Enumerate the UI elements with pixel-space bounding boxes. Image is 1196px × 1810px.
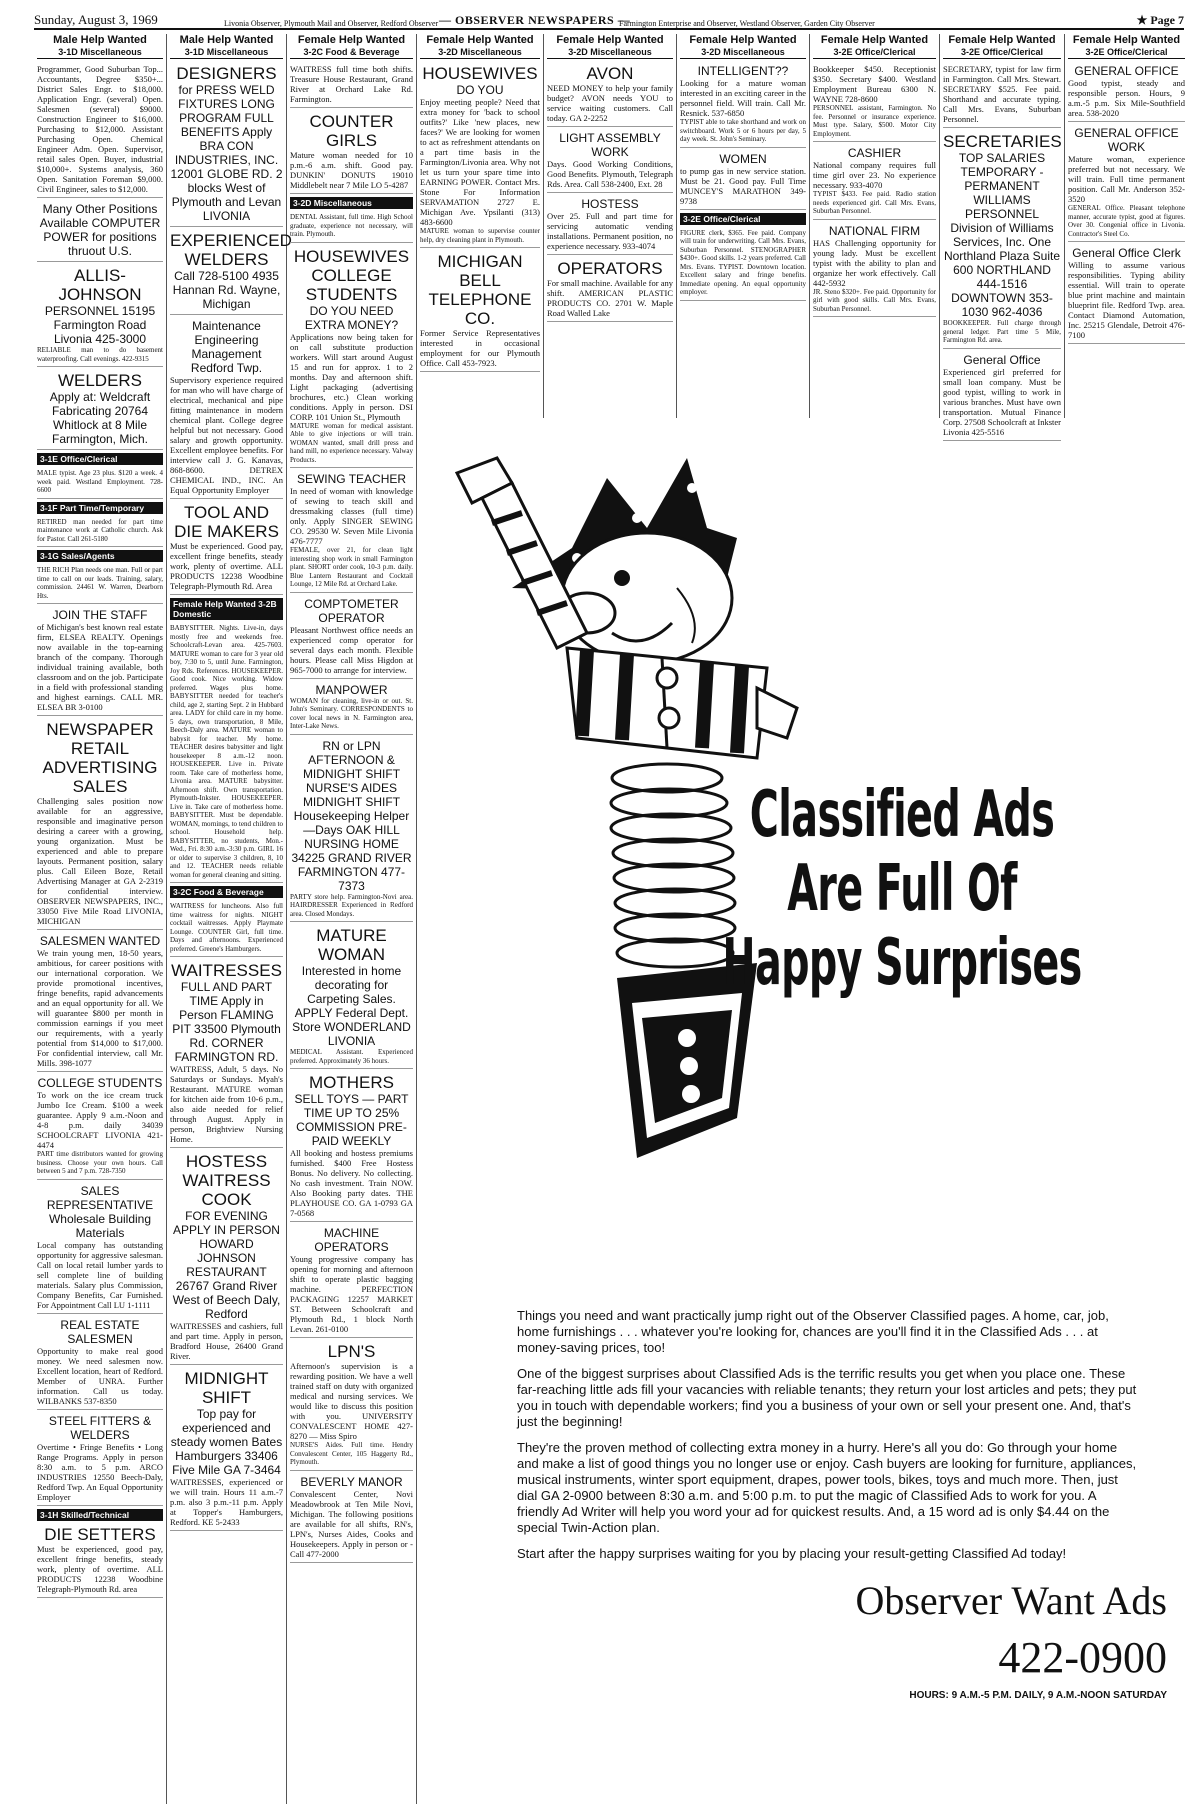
column-header xyxy=(170,34,283,59)
ad-mid: RN or LPN AFTERNOON & MIDNIGHT SHIFT NURSE'S AIDES MIDNIGHT SHIFT Housekeeping Helper—Days OAK HILL NURSING HOME 34225 GRAND RIVER FARMINGTON 477-7373 xyxy=(291,738,412,893)
classified-ad xyxy=(170,1150,283,1365)
want-ads-signature xyxy=(747,1578,1167,1701)
want-ads-title: Observer Want Ads xyxy=(855,1578,1167,1623)
column-subtitle: 3-2D Miscellaneous xyxy=(438,47,522,57)
want-ads-hours: HOURS: 9 A.M.-5 P.M. DAILY, 9 A.M.-NOON SATURDAY xyxy=(909,1690,1167,1701)
classified-ad xyxy=(37,516,163,548)
column-header xyxy=(680,34,806,59)
ad-big: HOSTESS WAITRESS COOK xyxy=(182,1152,271,1209)
ad-big: COUNTER GIRLS xyxy=(309,112,394,150)
ad-big: HOUSEWIVES xyxy=(422,64,538,83)
column-subtitle: 3-2E Office/Clerical xyxy=(1085,47,1168,57)
ad-body: Overtime • Fringe Benefits • Long Range Programs. Apply in person 8:30 a.m. to 5 p.m. ARCO INDUSTRIES 12550 Beech-Daly, Redford Twp. An Equal Opportunity Employer xyxy=(37,1441,163,1502)
classified-ad xyxy=(1068,124,1185,242)
ad-small: NURSE'S Aides. Full time. Hendry Convalescent Center, 105 Haggerty Rd., Plymouth. xyxy=(290,1441,413,1466)
classified-ad xyxy=(680,227,806,301)
ad-mid: Many Other Positions Available COMPUTER POWER for positions thruout U.S. xyxy=(39,202,161,258)
ad-body: HAS Challenging opportunity for young lady. Must be excellent typist with the ability to plan and organize her work effectively. Call 442-5932 xyxy=(813,237,936,288)
ad-body: National company requires full time girl over 23. No experience necessary. 933-4070 xyxy=(813,160,936,190)
papers-right: Farmington Enterprise and Observer, Westland Observer, Garden City Observer xyxy=(619,19,875,28)
classified-ad xyxy=(290,1473,413,1563)
copy-paragraph: Start after the happy surprises waiting for you by placing your result-getting Classified Ad today! xyxy=(517,1546,1067,1561)
classified-ad xyxy=(37,932,163,1072)
ad-mid: FULL AND PART TIME Apply in Person FLAMING PIT 33500 Plymouth Rd. CORNER FARMINGTON RD. xyxy=(172,980,281,1064)
classified-ad xyxy=(290,110,413,194)
section-header: 3-1F Part Time/Temporary xyxy=(37,502,163,514)
ad-body: Over 25. Full and part time for servicing automatic vending installations. Permanent position, no experience necessary. 933-4074 xyxy=(547,211,673,251)
ad-mid: FOR EVENING APPLY IN PERSON HOWARD JOHNSON RESTAURANT 26767 Grand River West of Beech Daly, Redford xyxy=(172,1209,281,1321)
column-subtitle: 3-2E Office/Clerical xyxy=(833,47,916,57)
ad-body: Bookkeeper $450. Receptionist $350. Secretary $400. Westland Employment Bureau 6300 N. WAYNE 728-8600 xyxy=(813,64,936,104)
ad-mid: JOIN THE STAFF xyxy=(52,608,148,622)
ad-body: WAITRESS, Adult, 5 days. No Saturdays or Sundays. Myah's Restaurant. MATURE woman for kitchen aide from 10-6 p.m., also aide needed for relief through August. Apply in person, Brightview Nursing Home. xyxy=(170,1064,283,1144)
ad-body: WAITRESS full time both shifts. Treasure House Restaurant, Grand River at Orchard Lake Rd. Farmington. xyxy=(290,64,413,104)
ad-body: For small machine. Available for any shift. AMERICAN PLASTIC PRODUCTS CO. 2701 W. Maple Road Walled Lake xyxy=(547,278,673,318)
classified-ad xyxy=(290,1071,413,1222)
ad-mid: REAL ESTATE SALESMEN xyxy=(60,1317,140,1346)
ad-small: MALE typist. Age 23 plus. $120 a week. 4 week paid. Westland Employment. 728-6600 xyxy=(37,469,163,494)
classified-ad xyxy=(290,245,413,469)
column-subtitle: 3-2C Food & Beverage xyxy=(303,47,400,57)
ad-mid: COMPTOMETER OPERATOR xyxy=(304,596,399,625)
classified-ad xyxy=(290,681,413,735)
ad-small: PARTY store help. Farmington-Novi area. HAIRDRESSER Experienced in Redford area. Closed Mondays. xyxy=(290,892,413,918)
ad-body: Willing to assume various responsibilities. Typing ability essential. Will train to operate blue print machine and maintain blueprint file. Redford Twp. area. Contact Diamond Automation, Inc. 25215 Glendale, Detroit 476-7100 xyxy=(1068,260,1185,340)
ad-mid: MANPOWER xyxy=(315,682,388,697)
classified-ad xyxy=(37,1412,163,1506)
ad-small: BABYSITTER. Nights. Live-in, days mostly free and weekends free. Schoolcraft-Levan area. 425-7603. MATURE woman to care for 3 year old boy, 7:30 to 5, until June. Farmington, Joy Rds. References. HOUSEKEEPER. Good cook. Nice working. Widow preferred. Wages plus home. BABYSITTER needed for teacher's child, age 2, starting Sept. 2 in Hubbard area. LADY for child care in my home. 5 days, own transportation, 8 Mile, Beech-Daly area. MATURE woman to babysit for teacher. My home. TEACHER desires babysitter and light housekeeper 8 a.m.-12 noon. HOUSEKEEPER. Live in. Private room. Take care of motherless home, Livonia area. MATURE babysitter. Afternoon shift. Own transportation. Plymouth-Inkster. HOUSEKEEPER. Live in. Take care of motherless home. BABYSITTER. Must be dependable. WOMAN, mornings, to tend children to school. Household help. BABYSITTER, no students, Mon.-Wed., Fri. 8:30 a.m.-3:30 p.m. GIRL 16 or older to supervise 3 children, 8, 10 and 12. TEACHER needs reliable woman for general cleaning and sitting. xyxy=(170,624,283,879)
classified-ad xyxy=(37,1316,163,1410)
ad-body: Must be experienced, good pay, excellent fringe benefits, steady work, plenty of overtime. ALL PRODUCTS 12238 Woodbine Telegraph-Plymouth Rd. area xyxy=(37,1543,163,1594)
ad-body: Enjoy meeting people? Need that extra money for 'back to school outfits?' Like 'new places, new faces?' We are looking for women to act as refreshment attendants on a part time basis in the Farmington/Livonia area. Why not let us turn your spare time into EARNING POWER. Contact Mrs. Stone For Information SERVAMATION 2727 E. Michigan Ave. Ypsilanti (313) 483-6600 xyxy=(420,97,540,227)
ad-mid: COLLEGE STUDENTS xyxy=(37,1076,163,1090)
papers-left: Livonia Observer, Plymouth Mail and Observer, Redford Observer xyxy=(224,19,439,28)
classified-ad xyxy=(420,62,540,248)
column-title: Female Help Wanted xyxy=(1072,34,1181,46)
classified-ad xyxy=(680,62,806,148)
ad-body: Afternoon's supervision is a rewarding position. We have a well trained staff on duty with organized medical and nursing services. We would like to discuss this position with you. UNIVERSITY CONVALESCENT HOME 427-8270 — Miss Spiro xyxy=(290,1361,413,1441)
column-title: Female Help Wanted xyxy=(948,34,1056,46)
display-ad-headline: Classified Ads Are Full Of Happy Surprises xyxy=(722,778,1082,1000)
classified-ad xyxy=(547,257,673,322)
ad-body: Must be experienced. Good pay, excellent fringe benefits, steady work, plenty of overtime. ALL PRODUCTS 12238 Woodbine Telegraph-Plymouth Rd. Area xyxy=(170,541,283,591)
classified-ad xyxy=(813,144,936,220)
section-header: 3-2D Miscellaneous xyxy=(290,197,413,209)
classified-ad xyxy=(37,1182,163,1314)
column-subtitle: 3-1D Miscellaneous xyxy=(58,47,142,57)
ad-mid: SEWING TEACHER xyxy=(296,472,407,486)
ad-mid: TOP SALARIES TEMPORARY - PERMANENT WILLIAMS PERSONNEL Division of Williams Services, Inc. One Northland Plaza Suite 600 NORTHLAND 444-1516 DOWNTOWN 353-1030 962-4036 xyxy=(943,151,1061,319)
ad-small: WAITRESS for luncheons. Also full time waitress for nights. NIGHT cocktail waitresses. Apply Playmate Lounge. COUNTER Girl, full time. Days and afternoons. Experienced preferred. Greene's Hamburgers. xyxy=(170,902,283,953)
ad-mid: BEVERLY MANOR xyxy=(300,1474,403,1489)
ad-body: Supervisory experience required for man who will have charge of electrical, mechanical and pipe fitting maintenance in modern chemical plant. College degree helpful but not necessary. Good salary and growth opportunity. Excellent employee benefits. For interview call J. G. Kanavas, 868-8600. DETREX CHEMICAL IND., INC. An Equal Opportunity Employer xyxy=(170,375,283,495)
column-title: Female Help Wanted xyxy=(689,34,797,46)
classified-column xyxy=(677,34,810,418)
ad-mid: SELL TOYS — PART TIME UP TO 25% COMMISSION PRE-PAID WEEKLY xyxy=(294,1092,409,1148)
classified-ad xyxy=(1068,244,1185,344)
classified-ad xyxy=(170,317,283,499)
ad-small: THE RICH Plan needs one man. Full or part time to call on our leads. Training, salary, commission. 24461 W. Warren, Dearborn Hts. xyxy=(37,566,163,600)
ad-small: WOMAN for cleaning, live-in or out. St. John's Seminary. CORRESPONDENTS to cover local news in N. Farmington area, Inter-Lake News. xyxy=(290,696,413,730)
classified-ad xyxy=(37,467,163,499)
ad-body: Convalescent Center, Novi Meadowbrook at Ten Mile Novi, Michigan. The following positions are available for all shifts, RN's, LPN's, Nurses Aides, Cooks and Housekeepers. Apply in person or -Call 477-2000 xyxy=(290,1488,413,1559)
ad-small: MATURE woman for medical assistant. Able to give injections or will train. WOMAN wanted, small drill press and hand mill, no experience necessary. Valway Products. xyxy=(290,421,413,464)
ad-small: BOOKKEEPER. Full charge through general ledger. Part time 5 Mile, Farmington Rd. area. xyxy=(943,319,1061,344)
jester-body xyxy=(567,648,797,758)
copy-paragraph: They're the proven method of collecting extra money in a hurry. Here's all you do: Go through your home and make a list of good things you no longer use or enjoy. Cash buyers are looking for furniture, appliances, musical instruments, winter sport equipment, drapes, power tools, bikes, toys and much more. Then, just dial GA 2-0900 between 8:30 a.m. and 5:00 p.m. to put the magic of Classified Ads to work for you. A friendly Ad Writer will help you word your ad for quickest results. And, a 15 word ad is only $4.44 on the special Twin-Action plan. xyxy=(517,1440,1137,1535)
ad-body: Good typist, steady and responsible person. Hours, 9 a.m.-5 p.m. Six Mile-Southfield area. 538-2020 xyxy=(1068,78,1185,118)
classified-ad xyxy=(813,62,936,142)
classified-ad xyxy=(290,62,413,108)
classified-column xyxy=(417,34,544,418)
ad-small: TYPIST able to take shorthand and work on switchboard. Work 5 or 6 hours per day, 5 day week. St. John's Seminary. xyxy=(680,118,806,143)
ad-mid: SALES REPRESENTATIVE Wholesale Building Materials xyxy=(46,1183,154,1240)
classified-ad xyxy=(37,564,163,604)
ad-body: Pleasant Northwest office needs an experienced comp operator for several days each month. Flexible hours. Please call Miss Higdon at 965-7000 to arrange for interview. xyxy=(290,624,413,675)
ad-body: WAITRESSES and cashiers, full and part time. Apply in person, Bradford House, 26400 Grand River. xyxy=(170,1321,283,1361)
ad-body: We train young men, 18-50 years, ambitious, for career positions with our international corporation. We provide promotional incentives, fringe benefits, rapid advancements and an equal opportunity for all. We will guarantee $800 per month in commission earnings if you meet our requirements, with a yearly potential from $14,000 to $17,000. For confidential interview, call Mr. Mills. 398-1077 xyxy=(37,948,163,1068)
classified-ad xyxy=(290,924,413,1069)
ad-body: Challenging sales position now available for an aggressive, responsible and imaginative person desiring a career with a growing, young organization. Must be experienced and able to prepare layouts. Permanent position, salary plus. Call Eileen Boze, Retail Advertising Manager at GA 2-2319 for confidential interview. OBSERVER NEWSPAPERS, INC., 33050 Five Mile Road LIVONIA, MICHIGAN xyxy=(37,796,163,926)
ad-big: MICHIGAN BELL TELEPHONE CO. xyxy=(428,252,532,328)
classified-ad xyxy=(290,470,413,593)
ad-big: OPERATORS xyxy=(557,259,663,278)
ad-mid: General Office Clerk xyxy=(1072,246,1181,260)
classified-ad xyxy=(170,900,283,957)
ad-small: MATURE woman to supervise counter help, dry cleaning plant in Plymouth. xyxy=(420,227,540,244)
ad-mid: General Office xyxy=(963,352,1041,367)
ad-big: WAITRESSES xyxy=(171,961,282,980)
ad-mid: LIGHT ASSEMBLY WORK xyxy=(559,131,661,159)
ad-big: DESIGNERS xyxy=(176,64,277,83)
ad-mid: INTELLIGENT?? xyxy=(697,64,789,78)
column-title: Female Help Wanted xyxy=(820,34,929,46)
column-header xyxy=(37,34,163,59)
ad-mid: HOSTESS xyxy=(581,197,639,211)
ad-body: Experienced girl preferred for small loan company. Must be good typist, willing to work in various branches. Must have own transportation. Mutual Finance Corp. 27508 Schoolcraft at Inkster Livonia 425-5516 xyxy=(943,366,1061,437)
ad-small: RELIABLE man to do basement waterproofing. Call evenings. 422-9315 xyxy=(37,346,163,363)
ad-mid: for PRESS WELD FIXTURES LONG PROGRAM FULL BENEFITS Apply BRA CON INDUSTRIES, INC. 12001 GLOBE RD. 2 blocks West of Plymouth and Levan LIVONIA xyxy=(170,83,283,223)
ad-body: of Michigan's best known real estate firm, ELSEA REALTY. Openings now available in the top-earning branch of the company. Thorough individual training available, both classroom and on the job. Participate in a field with professional standing and highest earnings. CALL MR. ELSEA BR 3-0100 xyxy=(37,622,163,712)
ad-big: EXPERIENCED WELDERS xyxy=(170,231,292,269)
classified-ad xyxy=(170,62,283,227)
column-subtitle: 3-1D Miscellaneous xyxy=(184,47,269,57)
ad-big: LPN'S xyxy=(327,1342,376,1361)
classified-ad xyxy=(37,606,163,716)
classified-ad xyxy=(547,129,673,193)
ad-mid: MACHINE OPERATORS xyxy=(314,1226,389,1254)
classified-column xyxy=(544,34,677,418)
ad-body: WAITRESSES, experienced or we will train. Hours 11 a.m.-7 p.m. also 3 p.m.-11 p.m. Apply at Topper's Hamburgers, Redford. KE 5-2433 xyxy=(170,1477,283,1527)
ad-body: Young progressive company has opening for morning and afternoon shift to operate plastic bagging machine. PERFECTION PACKAGING 12257 MARKET ST. Between Schoolcraft and Plymouth Rd., 1 block North Levan. 261-0100 xyxy=(290,1254,413,1334)
ad-small: FEMALE, over 21, for clean light interesting shop work in small Farmington plant. SHORT order cook, 10-3 p.m. daily. Blue Lantern Restaurant and Cocktail Lounge, 12 Mile Rd. at Orchard Lake. xyxy=(290,546,413,588)
ad-mid: GENERAL OFFICE xyxy=(1074,64,1179,78)
ad-mid: Maintenance Engineering Management Redford Twp. xyxy=(190,319,263,375)
classified-column xyxy=(810,34,940,418)
ad-big: AVON xyxy=(586,64,634,83)
copy-paragraph: Things you need and want practically jump right out of the Observer Classified pages. A home, car, job, home furnishings . . . whatever you're looking for, chances are you'll find it in the Classified Ads . . . at money-saving prices, too! xyxy=(517,1308,1109,1355)
classified-ad xyxy=(37,369,163,450)
ad-body: Mature woman, experience preferred but not necessary. We will train. Full time permanent position. Call Mr. Anderson 352-3520 xyxy=(1068,154,1185,204)
spring xyxy=(611,764,735,967)
ad-big: ALLIS-JOHNSON xyxy=(58,266,142,304)
classified-ad xyxy=(170,959,283,1148)
ad-mid: SALESMEN WANTED xyxy=(39,934,161,948)
classified-ad xyxy=(170,622,283,883)
ad-big: HOUSEWIVES COLLEGE STUDENTS xyxy=(293,246,410,304)
column-title: Male Help Wanted xyxy=(53,34,147,46)
classified-column xyxy=(287,34,417,1804)
ad-big: MIDNIGHT SHIFT xyxy=(184,1369,269,1407)
ad-mid: DO YOU xyxy=(456,83,504,97)
ad-small: JR. Steno $320+. Fee paid. Opportunity for girl with good skills. Call Mrs. Evans, Suburban Personnel. xyxy=(813,287,936,313)
classified-ad xyxy=(37,200,163,262)
ad-body: NEED MONEY to help your family budget? AVON needs YOU to service waiting customers. Call today. GA 2-2252 xyxy=(547,83,673,123)
classified-ad xyxy=(37,62,163,198)
ad-body: Applications now being taken for on call substitute production workers. Will start around August 15 and run for approx. 1 to 2 months. Day and afternoon shift. Light packaging (advertising brochures, etc.) Clean working conditions. Apply in person. DSI CORP. 101 Union St., Plymouth xyxy=(290,331,413,422)
issue-date: Sunday, August 3, 1969 xyxy=(34,12,158,27)
ad-body: Local company has outstanding opportunity for aggressive salesman. Call on local retail lumber yards to sell complete line of building materials. Salary plus Commission, Company Benefits, Car Furnished. For Appointment Call LU 1-1111 xyxy=(37,1239,163,1310)
classified-ad xyxy=(37,1074,163,1180)
section-header: Female Help Wanted 3-2B Domestic xyxy=(170,598,283,620)
classified-ad xyxy=(170,229,292,315)
classified-ad xyxy=(943,130,1061,349)
classified-ad xyxy=(290,211,413,243)
ad-body: To work on the ice cream truck Jumbo Ice Cream. $100 a week guarantee. Apply 9 a.m.-Noon and 4-8 p.m. daily 34039 SCHOOLCRAFT LIVONIA 421-4474 xyxy=(37,1090,163,1150)
ad-body: Mature woman needed for 10 p.m.-6 a.m. shift. Good pay. DUNKIN' DONUTS 19010 Middlebelt near 7 Mile LO 5-4287 xyxy=(290,150,413,190)
ad-body: Looking for a mature woman interested in an exciting career in the personnel field. Will train. Call Mr. Resnick. 537-6850 xyxy=(680,78,806,118)
column-header xyxy=(1068,34,1185,59)
newspaper-brand: — OBSERVER NEWSPAPERS — xyxy=(439,13,631,27)
classified-ad xyxy=(37,1523,163,1598)
copy-paragraph: One of the biggest surprises about Classified Ads is the terrific results you get when you place one. These far-reaching little ads fill your vacancies with reliable tenants; they return your lost articles and pets; they put you in touch with dependable workers; find you a business of your own or sell your present one. And, that's just the beginning! xyxy=(517,1366,1137,1429)
ad-big: SECRETARIES xyxy=(943,132,1062,151)
column-header xyxy=(420,34,540,59)
classified-ad xyxy=(290,1340,413,1471)
section-header: 3-2E Office/Clerical xyxy=(680,213,806,225)
ad-small: MEDICAL Assistant. Experienced preferred. Approximately 36 hours. xyxy=(290,1048,413,1065)
ad-mid: CASHIER xyxy=(847,146,902,160)
classified-ad xyxy=(290,737,413,923)
ad-mid: PERSONNEL 15195 Farmington Road Livonia 425-3000 xyxy=(44,304,156,346)
ad-small: FIGURE clerk, $365. Fee paid. Company will train for underwriting. Call Mrs. Evans, Suburban Personnel. STENOGRAPHER $430+. Good skills. 1-2 years preferred. Call Mrs. Evans. TYPIST. Downtown location. Excellent salary and fringe benefits. Immediate opening. An equal opportunity employer. xyxy=(680,228,806,296)
classified-ad xyxy=(813,222,936,318)
ad-mid: GENERAL OFFICE WORK xyxy=(1074,126,1179,154)
ad-small: GENERAL Office. Pleasant telephone manner, accurate typist, good at figures. Over 30. Congenial office in Livonia. Contractor's Steel Co. xyxy=(1068,204,1185,238)
column-header xyxy=(290,34,413,59)
column-title: Female Help Wanted xyxy=(297,34,406,46)
classified-ad xyxy=(290,595,413,679)
classified-ad xyxy=(547,195,673,255)
ad-small: TYPIST $433. Fee paid. Radio station needs experienced girl. Call Mrs. Evans, Suburban Personnel. xyxy=(813,190,936,215)
classified-ad xyxy=(37,718,163,930)
column-title: Male Help Wanted xyxy=(179,34,274,46)
ad-mid: STEEL FITTERS & WELDERS xyxy=(48,1413,152,1442)
section-header: 3-1G Sales/Agents xyxy=(37,550,163,562)
ad-big: DIE SETTERS xyxy=(44,1524,156,1544)
classified-ad xyxy=(170,1367,283,1531)
classified-ad xyxy=(290,1224,413,1338)
display-ad-copy xyxy=(517,1308,1137,1572)
classified-ad xyxy=(37,264,163,367)
ad-big: MOTHERS xyxy=(309,1073,394,1092)
ad-small: DENTAL Assistant, full time. High School graduate, experience not necessary, will train. Plymouth. xyxy=(290,213,413,238)
classified-ad xyxy=(1068,62,1185,122)
section-header: 3-1H Skilled/Technical xyxy=(37,1509,163,1521)
column-subtitle: 3-2D Miscellaneous xyxy=(568,47,652,57)
ad-body: Days. Good Working Conditions, Good Benefits. Plymouth, Telegraph Rds. Area. Call 538-2400, Ext. 28 xyxy=(547,159,673,189)
ad-body: In need of woman with knowledge of sewing to teach skill and dressmaking classes (full time) only. Apply SINGER SEWING CO. 29530 W. Seven Mile Livonia 476-7777 xyxy=(290,486,413,546)
classified-column xyxy=(167,34,292,1804)
column-subtitle: 3-2D Miscellaneous xyxy=(701,47,785,57)
ad-mid: Interested in home decorating for Carpeting Sales. APPLY Federal Dept. Store WONDERLAND LIVONIA xyxy=(292,964,411,1048)
ad-big: TOOL AND DIE MAKERS xyxy=(174,503,279,541)
classified-ad xyxy=(943,62,1061,128)
ad-mid: NATIONAL FIRM xyxy=(828,223,921,238)
ad-small: PERSONNEL assistant, Farmington. No fee. Personnel or insurance experience. Must type. Salary, $500. Motor City Employment. xyxy=(813,104,936,138)
column-header xyxy=(547,34,673,59)
classified-ad xyxy=(420,250,540,372)
classified-display-ad xyxy=(437,418,1188,1802)
want-ads-phone: 422-0900 xyxy=(998,1633,1167,1682)
ad-mid: DO YOU NEED EXTRA MONEY? xyxy=(304,303,399,332)
ad-small: PART time distributors wanted for growing business. Choose your own hours. Call between 5 and 7 p.m. 728-7350 xyxy=(37,1150,163,1175)
ad-small: RETIRED man needed for part time maintenance work at Catholic church. Ask for Pastor. Call 261-5180 xyxy=(37,517,163,543)
classified-ad xyxy=(680,150,806,210)
section-header: 3-1E Office/Clerical xyxy=(37,453,163,465)
ad-body: SECRETARY, typist for law firm in Farmington. Call Mrs. Stewart. SECRETARY $525. Fee paid. Shorthand and accurate typing. Call Mrs. Evans, Suburban Personnel. xyxy=(943,64,1061,124)
column-title: Female Help Wanted xyxy=(556,34,664,46)
ad-big: MATURE WOMAN xyxy=(316,926,387,964)
column-header xyxy=(813,34,936,59)
page-number: ★ Page 7 xyxy=(1136,13,1184,27)
classified-column xyxy=(34,34,167,1804)
column-header xyxy=(943,34,1061,59)
ad-mid: WOMEN xyxy=(719,151,767,166)
column-subtitle: 3-2E Office/Clerical xyxy=(960,47,1044,57)
ad-body: Opportunity to make real good money. We need salesmen now. Excellent location, heart of Redford. Member of UNRA. Further information. Call us today. WILBANKS 537-8350 xyxy=(37,1345,163,1406)
classified-ad xyxy=(547,62,673,127)
ad-mid: Top pay for experienced and steady women Bates Hamburgers 33406 Five Mile GA 7-3464 xyxy=(170,1407,283,1477)
ad-body: to pump gas in new service station. Must be 21. Good pay. Full Time MUNCEY'S MARATHON 349-9738 xyxy=(680,165,806,206)
section-header: 3-2C Food & Beverage xyxy=(170,886,283,898)
ad-mid: Apply at: Weldcraft Fabricating 20764 Whitlock at 8 Mile Farmington, Mich. xyxy=(49,390,151,446)
classified-column xyxy=(940,34,1065,437)
ad-big: WELDERS xyxy=(57,371,143,390)
masthead xyxy=(34,6,1184,30)
classified-ad xyxy=(170,501,283,595)
column-title: Female Help Wanted xyxy=(426,34,534,46)
ad-body: All booking and hostess premiums furnished. $400 Free Hostess Bonus. No delivery. No collecting. No cash investment. Train NOW. Also Booking party dates. THE PLAYHOUSE CO. GA 1-0793 GA 7-0568 xyxy=(290,1148,413,1218)
ad-big: NEWSPAPER RETAIL ADVERTISING SALES xyxy=(42,720,158,796)
classified-column xyxy=(1065,34,1188,418)
ad-body: Programmer, Good Suburban Top... Accountants, Degree $350+... District Sales Engr. to $18,000. Application Engr. (several) Open. Salesmen (several) $9000. Construction Engineer to $16,000. Purchasing to $12,000. Assistant Purchasing Open. Chemical Engineer Adm. Open. Supervisor, retail sales Open. Buyer, industrial $10,000+. Systems analysis, 360 Open. Sanitation Foreman $9,000. Civil Engineer, sales to $12,000. xyxy=(37,64,163,194)
ad-body: Former Service Representatives interested in occasional employment for our Plymouth Office. Call 453-7923. xyxy=(420,328,540,368)
ad-mid: Call 728-5100 4935 Hannan Rd. Wayne, Michigan xyxy=(172,269,281,311)
